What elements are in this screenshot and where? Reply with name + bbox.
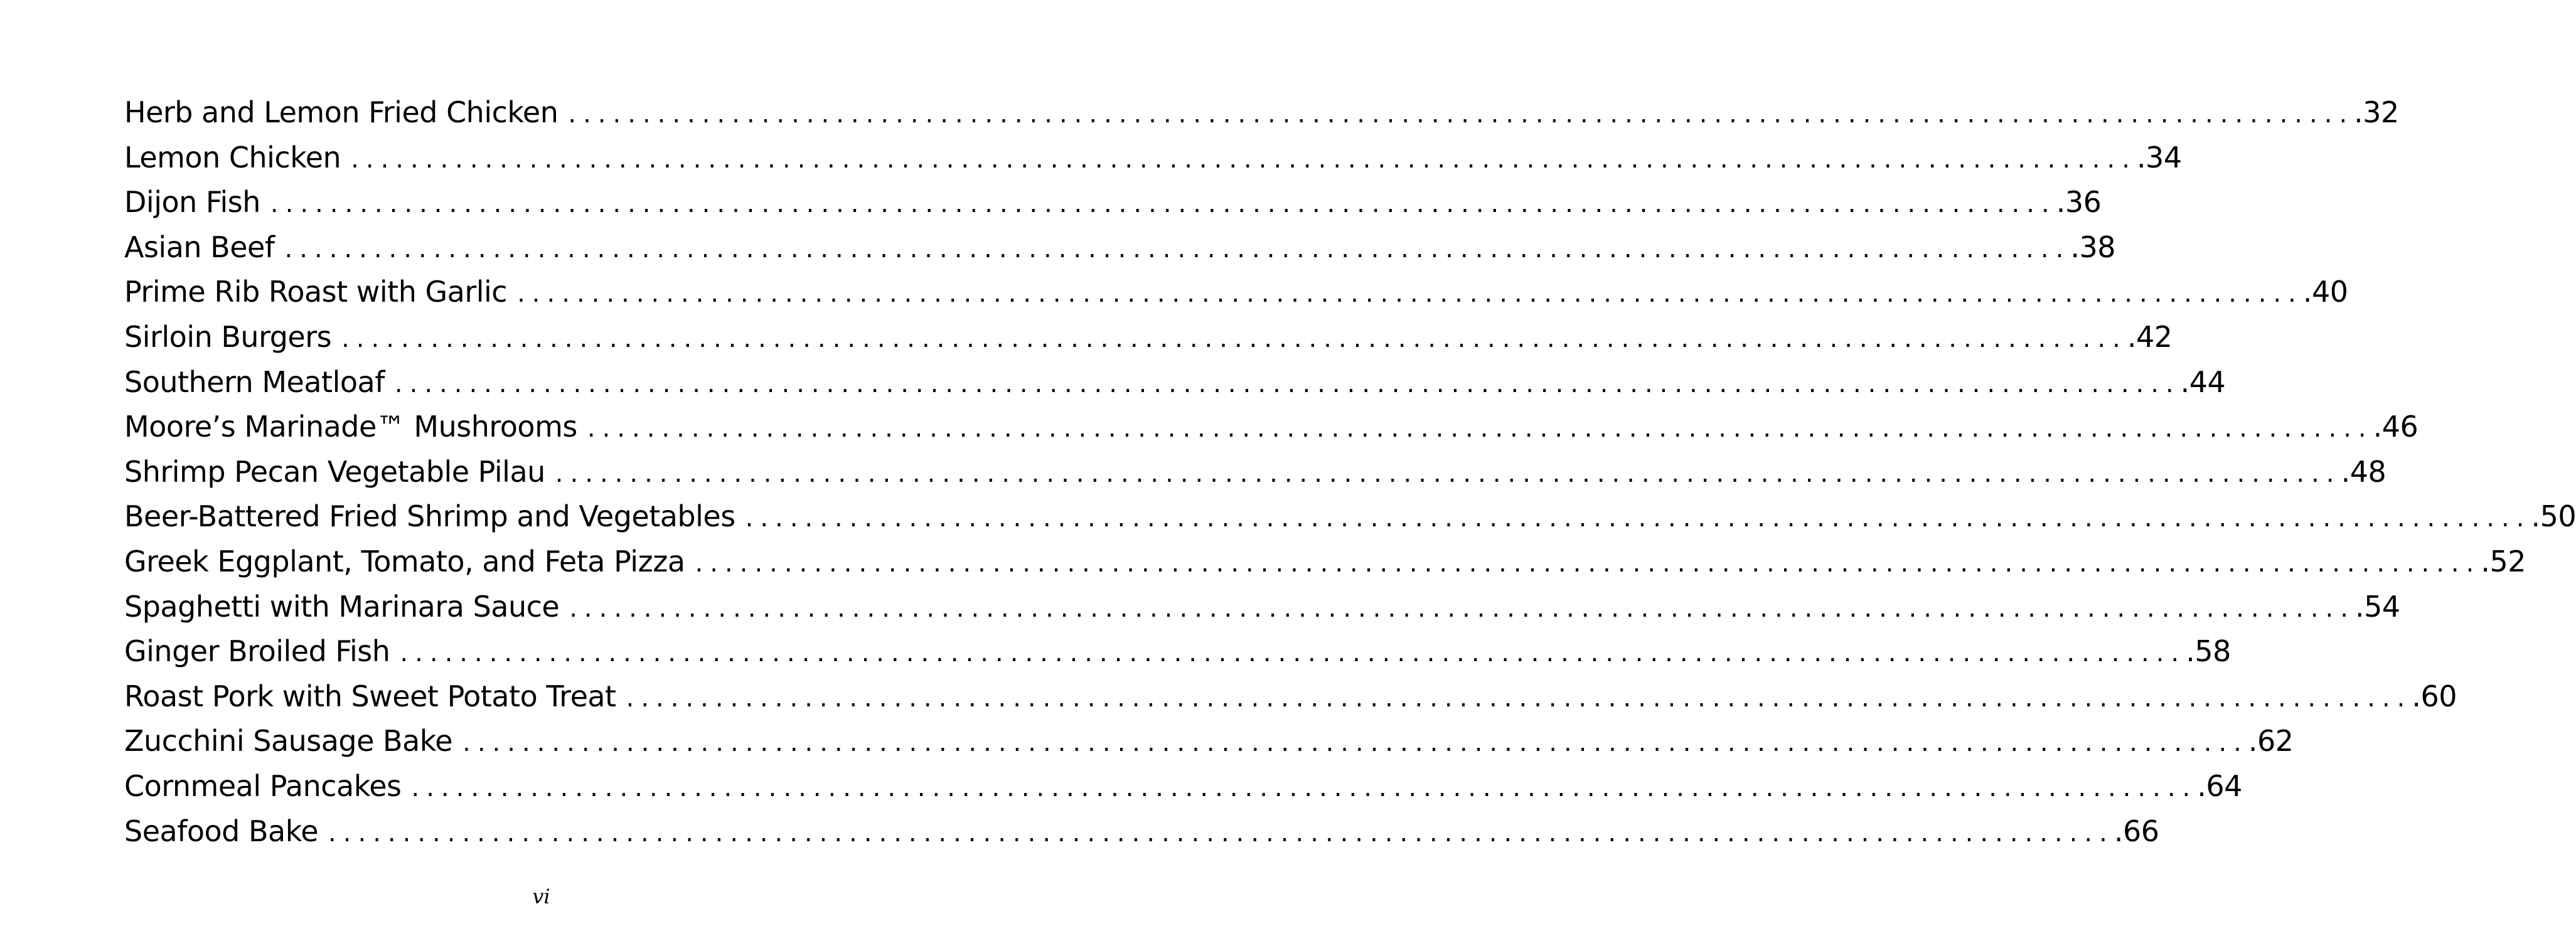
dot-leader: ........................................................................................................................	[284, 234, 2071, 263]
toc-entry-title: Prime Rib Roast with Garlic	[124, 275, 508, 309]
dot-leader: ........................................................................................................................	[351, 144, 2137, 174]
toc-entry-page: .64	[2197, 768, 2242, 803]
dot-leader: ........................................................................................................................	[569, 593, 2355, 623]
toc-entry-page: .36	[2056, 185, 2102, 220]
table-of-contents	[124, 90, 2576, 854]
toc-entry-title: Zucchini Sausage Bake	[124, 724, 453, 758]
dot-leader: ........................................................................................................................	[568, 100, 2354, 129]
toc-entry-title: Herb and Lemon Fried Chicken	[124, 95, 558, 129]
toc-entry-title: Greek Eggplant, Tomato, and Feta Pizza	[124, 544, 685, 578]
toc-entry-page: .46	[2373, 410, 2418, 444]
toc-entry-title: Lemon Chicken	[124, 140, 341, 174]
dot-leader: ........................................................................................................................	[745, 504, 2531, 533]
toc-entry[interactable]	[124, 360, 2226, 405]
dot-leader: ........................................................................................................................	[328, 818, 2114, 848]
toc-entry-page: .34	[2136, 140, 2182, 174]
toc-entry[interactable]	[124, 494, 2576, 540]
toc-entry-title: Roast Pork with Sweet Potato Treat	[124, 679, 616, 713]
toc-entry[interactable]	[124, 270, 2348, 315]
toc-entry[interactable]	[124, 585, 2400, 630]
toc-entry[interactable]	[124, 674, 2457, 720]
toc-entry-title: Sirloin Burgers	[124, 319, 332, 354]
dot-leader: ........................................................................................................................	[270, 189, 2056, 219]
page-number: vi	[532, 885, 550, 908]
toc-entry[interactable]	[124, 450, 2386, 495]
toc-entry[interactable]	[124, 225, 2115, 270]
toc-entry-title: Beer-Battered Fried Shrimp and Vegetables	[124, 499, 735, 534]
toc-entry[interactable]	[124, 90, 2399, 136]
toc-entry-title: Dijon Fish	[124, 185, 260, 220]
toc-entry-page: .62	[2248, 724, 2294, 758]
toc-entry-title: Spaghetti with Marinara Sauce	[124, 589, 560, 624]
toc-entry-title: Shrimp Pecan Vegetable Pilau	[124, 454, 545, 489]
toc-entry-page: .50	[2531, 499, 2576, 534]
toc-entry-title: Asian Beef	[124, 230, 275, 264]
dot-leader: ........................................................................................................................	[341, 324, 2127, 353]
toc-entry[interactable]	[124, 764, 2242, 809]
toc-entry[interactable]	[124, 180, 2102, 225]
toc-entry-page: .42	[2127, 319, 2172, 354]
toc-entry-title: Ginger Broiled Fish	[124, 634, 390, 669]
dot-leader: ........................................................................................................................	[626, 683, 2412, 713]
toc-entry-page: .48	[2341, 454, 2386, 489]
toc-entry[interactable]	[124, 809, 2159, 854]
toc-entry-page: .58	[2186, 634, 2231, 669]
toc-entry[interactable]	[124, 540, 2526, 585]
toc-entry-page: .32	[2354, 95, 2399, 129]
dot-leader: ........................................................................................................................	[411, 773, 2198, 802]
toc-entry[interactable]	[124, 719, 2294, 764]
dot-leader: ........................................................................................................................	[400, 639, 2186, 668]
toc-entry-page: .60	[2412, 679, 2457, 713]
dot-leader: ........................................................................................................................	[695, 548, 2481, 578]
dot-leader: ........................................................................................................................	[587, 414, 2373, 444]
toc-entry-page: .52	[2481, 544, 2526, 578]
toc-entry[interactable]	[124, 405, 2418, 450]
toc-entry[interactable]	[124, 136, 2182, 181]
toc-entry-page: .44	[2180, 364, 2226, 399]
toc-entry-title: Moore’s Marinade™ Mushrooms	[124, 410, 577, 444]
toc-entry[interactable]	[124, 315, 2172, 360]
toc-entry-title: Cornmeal Pancakes	[124, 768, 402, 803]
dot-leader: ........................................................................................................................	[462, 728, 2248, 758]
toc-entry-page: .38	[2070, 230, 2115, 264]
toc-entry-page: .40	[2302, 275, 2348, 309]
toc-entry-page: .66	[2114, 814, 2159, 848]
dot-leader: ........................................................................................................................	[394, 369, 2181, 398]
toc-entry[interactable]	[124, 629, 2231, 674]
dot-leader: ........................................................................................................................	[517, 279, 2303, 309]
toc-entry-page: .54	[2354, 589, 2400, 624]
toc-entry-title: Seafood Bake	[124, 814, 319, 848]
dot-leader: ........................................................................................................................	[555, 459, 2341, 488]
toc-entry-title: Southern Meatloaf	[124, 364, 385, 399]
